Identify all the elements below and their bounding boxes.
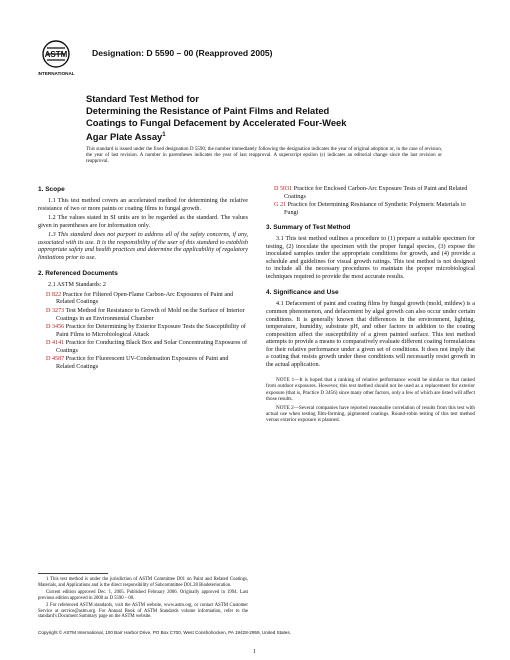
svg-text:ASTM: ASTM — [44, 50, 68, 59]
section-heading-scope: 1. Scope — [38, 186, 65, 193]
reference-link[interactable]: D 4587 — [46, 356, 65, 363]
page-number: 1 — [253, 649, 256, 655]
footnote-1-cont: Current edition approved Dec. 1, 2005. Published February 2006. Originally approved in 1994. Last previous edition approved in 2000 as D 5590 – 00. — [38, 589, 248, 601]
title-prefix: Standard Test Method for — [86, 93, 199, 104]
title-block — [86, 93, 446, 144]
reference-link[interactable]: D 4141 — [46, 340, 65, 347]
reference-item: G 21 Practice for Determining Resistance of Synthetic Polymeric Materials to Fungi — [274, 202, 466, 216]
reference-link[interactable]: D 3456 — [46, 324, 65, 331]
title-line: Coatings to Fungal Defacement by Accelerated Four-Week — [86, 117, 347, 129]
reference-item: D 3456 Practice for Determining by Exterior Exposure Tests the Susceptibility of Paint Films to Microbiological Attack — [46, 324, 246, 338]
reference-link[interactable]: D 5031 — [274, 186, 293, 192]
reference-link[interactable]: D 3273 — [46, 308, 65, 315]
reference-item: D 4587 Practice for Fluorescent UV-Condensation Exposures of Paint and Related Coatings — [46, 356, 229, 370]
paragraph-3-1: 3.1 This test method outlines a procedure to (1) prepare a suitable specimen for testing, (2) inoculate the specimen with the proper fungal species, (3) expose the inoculated samples under the appropriate conditions for growth, and (4) provide a schedule and guidelines for visual growth ratings. This test method is not designed to include all the necessary procedures to maintain the proper microbiological techniques required to provide the most accurate results. — [266, 236, 475, 280]
reference-item: D 3273 Test Method for Resistance to Growth of Mold on the Surface of Interior Coatings in an Environmental Chamber — [46, 308, 245, 322]
left-column — [38, 186, 248, 372]
logo-label: INTERNATIONAL — [38, 71, 75, 76]
title-line: Agar Plate Assay — [86, 131, 163, 143]
footnote-divider — [38, 573, 108, 574]
paragraph-4-1: 4.1 Defacement of paint and coating films by fungal growth (mold, mildew) is a common phenomenon, and defacement by algal growth can also occur under certain conditions. It is generally known that differences in the environment, lighting, temperature, humidity, substrate pH, and other factors in addition to the coating composition affect the susceptibility of a given painted surface. This test method attempts to provide a means to comparatively evaluate different coating formulations for their relative performance under a given set of conditions. It does not imply that a coating that resists growth under these conditions will necessarily resist growth in the actual application. — [266, 301, 475, 368]
note-1: NOTE 1—It is hoped that a ranking of relative performance would be similar to that ranked from outdoor exposures. However, this test method should not be used as a replacement for exterior exposure (that is, Practice D 3456) since many other factors, only a few of which are listed will affect those results. — [266, 377, 475, 402]
reference-item: D 822 Practice for Filtered Open-Flame Carbon-Arc Exposures of Paint and Related Coatings — [46, 291, 234, 306]
reference-item: D 5031 Practice for Enclosed Carbon-Arc Exposure Tests of Paint and Related Coatings — [274, 186, 468, 200]
issue-notice: This standard is issued under the fixed designation D 5590; the number immediately following the designation indicates the year of original adoption or, in the case of revision, the year of last revision. A number in parentheses indicates the year of last reapproval. A superscript epsilon (ε) indicates an editorial change since the last revision or reapproval. — [86, 146, 442, 165]
paragraph-1-2: 1.2 The values stated in SI units are to be regarded as the standard. The values given in parentheses are for information only. — [38, 215, 248, 229]
reference-link[interactable]: D 822 — [46, 291, 62, 298]
footnote-1: 1 This test method is under the jurisdiction of ASTM Committee D01 on Paint and Related Coatings, Materials, and Applications and is the direct responsibility of Subcommittee D01.28 Biodeterioration. — [38, 577, 248, 588]
title-line-last — [86, 129, 446, 143]
footnote-2: 2 For referenced ASTM standards, visit the ASTM website, www.astm.org, or contact ASTM Customer Service at service@astm.org. For Annual Book of ASTM Standards volume information, refer to the standard's Document Summary page on the ASTM website. — [38, 602, 248, 620]
section-heading-summary: 3. Summary of Test Method — [266, 224, 351, 232]
title-line: Determining the Resistance of Paint Films and Related — [86, 105, 330, 116]
paragraph-2-1: 2.1 ASTM Standards: 2 — [48, 282, 106, 289]
astm-logo — [38, 38, 78, 78]
title-footnote-mark: 1 — [162, 132, 166, 139]
footnotes — [38, 573, 248, 621]
reference-item: D 4141 Practice for Conducting Black Box and Solar Concentrating Exposures of Coatings — [46, 340, 248, 354]
copyright-line: Copyright © ASTM International, 100 Barr Harbor Drive, PO Box C700, West Conshohocken, PA 19428-2959, United States. — [38, 630, 291, 635]
paragraph-1-3: 1.3 This standard does not purport to address all of the safety concerns, if any, associated with its use. It is the responsibility of the user of this standard to establish appropriate safety and health practices and determine the applicability of regulatory limitations prior to use. — [38, 232, 248, 261]
note-2: NOTE 2—Several companies have reported reasonable correlation of results from this test with actual use when testing film-forming, pigmented coatings. Round-robin testing of this test method versus exterior exposure is planned. — [266, 404, 475, 423]
designation: Designation: D 5590 – 00 (Reapproved 2005) — [92, 48, 273, 58]
paragraph-1-1: 1.1 This test method covers an accelerated method for determining the relative resistance of two or more paints or coating films to fungal growth. — [38, 198, 248, 212]
section-heading-significance: 4. Significance and Use — [266, 289, 339, 297]
reference-link[interactable]: G 21 — [274, 202, 287, 209]
astm-logo-icon — [38, 38, 78, 78]
right-column — [266, 186, 475, 426]
section-heading-referenced-documents: 2. Referenced Documents — [38, 270, 118, 278]
